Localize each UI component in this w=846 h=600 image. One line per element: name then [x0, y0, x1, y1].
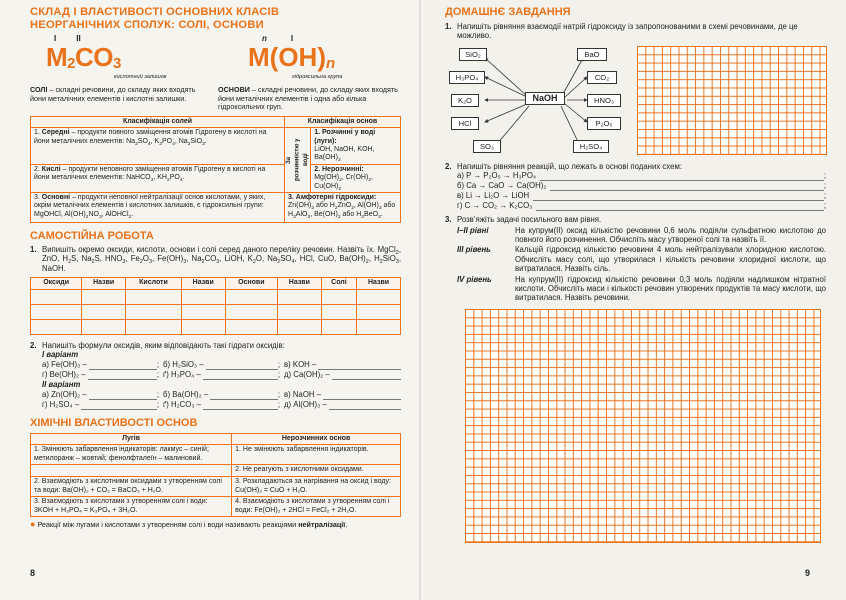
- base-row-2: 2. Нерозчинні: $Mg(OH)_2$, $Cr(OH)_2$, $Cu(OH)_2$: [311, 164, 401, 192]
- v2-item: [284, 400, 401, 410]
- task-1: 1. Випишіть окремо оксиди, кислоти, основи і солі серед даного переліку речовин. Назвіть їх. MgCl$_2$, ZnO, $H_2S$, $Na_2S$, $HNO_3$, $Fe_2O_3$, $Fe(OH)_3$, $Na_2CO_3$, LiOH, $K_2O$, $Na_2SO_4$, HCl, CuO, $Ba(OH)_2$, $H_2SiO_3$, NaOH.: [30, 245, 401, 273]
- alkali-cell: 1. Змінюють забарвлення індикаторів: лакмус – синій; метилоранж – жовтий; фенолфталеїн – малиновий.: [31, 445, 232, 465]
- scheme-line: б) Ca → CaO → Ca(OH)₂ ;: [457, 181, 826, 191]
- base-row-3: 3. Амфотерні гідроксиди: $Zn(OH)_2$ або $H_2ZnO_2$, $Al(OH)_3$ або $H_3AlO_3$, $Be(OH)_2$ або $H_2BeO_2$.: [285, 193, 401, 223]
- salt-row-3: 3. Основні – продукти неповної нейтралізації основ кислотами, у яких, окрім металічних елементів і кислотних залишків, є гідроксильні групи: MgOHCl, $Al(OH)_2NO_3$, AlOHCl$_2$.: [31, 193, 285, 223]
- task-1-text: Випишіть окремо оксиди, кислоти, основи і солі серед даного переліку речовин. Назвіть їх. MgCl$_2$, ZnO, $H_2S$, $Na_2S$, $HNO_3$, $Fe_2O_3$, $Fe(OH)_3$, $Na_2CO_3$, LiOH, $K_2O$, $Na_2SO_4$, HCl, CuO, $Ba(OH)_2$, $H_2SiO_3$, NaOH.: [42, 245, 401, 273]
- level-label: IV рівень: [457, 274, 492, 284]
- v2-answer-line: [81, 402, 157, 410]
- v1-answer-line: [203, 372, 278, 380]
- page-title-line1: СКЛАД І ВЛАСТИВОСТІ ОСНОВНИХ КЛАСІВ: [30, 6, 280, 18]
- v2-answer-line: [329, 402, 401, 410]
- scheme-area: [445, 44, 826, 156]
- valence-2: n I: [262, 34, 294, 43]
- insoluble-cell: 4. Взаємодіють з кислотами з утворенням солі і води: Fe(OH)₂ + 2HCl = FeCl₂ + 2H₂O.: [232, 497, 401, 517]
- scheme-h2so4: H₂SO₄: [573, 140, 609, 153]
- level-label: III рівень: [457, 245, 491, 255]
- v1-answer-line: [318, 362, 401, 370]
- v2-label: б) Ba(OH)₂ –: [163, 390, 209, 400]
- formula-caption-2: гідроксильна група: [292, 74, 343, 80]
- scheme-line: а) P → P₂O₅ → H₃PO₄ ;: [457, 171, 826, 181]
- v2-label: д) Al(OH)₃ –: [284, 400, 327, 410]
- alkali-cell: 3. Взаємодіють з кислотами з утворенням солі і води: 3KOH + H₃PO₄ = K₃PO₄ + 3H₂O.: [31, 497, 232, 517]
- v2-item: [284, 390, 401, 400]
- v2-row: [42, 390, 401, 400]
- base-row-1: 1. Розчинні у воді (луги): LiOH, NaOH, KOH, $Ba(OH)_2$: [311, 128, 401, 165]
- scheme-answer-line: [536, 203, 824, 211]
- table-header-3: Назви: [181, 278, 225, 289]
- v1-label: д) Ca(OH)₂ –: [284, 370, 330, 380]
- v1-label: б) H₂SiO₃ –: [163, 360, 204, 370]
- task-2-answers: I варіант а) Fe(OH)₃ – ; б) H₂SiO₃ – ; в) KOH – г) Be(OH)₂ – ; ґ) H₃PO₄ – ; д) Ca(OH)₂ – II варіант а) Zn(OH)₂ – ; б) Ba(OH)₂ – ; в) NaOH – г) H₂SO₄ – ; ґ) H₂CO₃ – ; д) Al(OH)₃ –: [30, 350, 401, 410]
- scheme-hno3: HNO₃: [587, 94, 621, 107]
- hw-task-2: 2. Напишіть рівняння реакцій, що лежать в основі поданих схем:: [445, 161, 682, 171]
- hw-task-1: 1. Напишіть рівняння взаємодії натрій гідроксиду із запропонованими в схемі речовинами, де це можливо.: [445, 22, 798, 41]
- formula-caption-1: кислотний залишок: [114, 74, 167, 80]
- v1-answer-line: [89, 362, 157, 370]
- insoluble-cell: 2. Не реагують з кислотними оксидами.: [232, 465, 401, 477]
- insoluble-cell: 1. Не змінюють забарвлення індикаторів.: [232, 445, 401, 465]
- scheme-answer-line: [540, 173, 824, 181]
- v1-row: [42, 360, 401, 370]
- col-alkalis: Лугів: [31, 434, 232, 445]
- table-header-6: Солі: [321, 278, 356, 289]
- v1-item: ґ) H₃PO₄ – ;: [163, 370, 280, 380]
- v1-label: а) Fe(OH)₃ –: [42, 360, 87, 370]
- hw-task-3: 3. Розв’яжіть задачі посильного вам рівня.: [445, 215, 602, 225]
- chem-properties-table: [30, 433, 401, 517]
- v1-answer-line: [206, 362, 278, 370]
- chem-properties-title: ХІМІЧНІ ВЛАСТИВОСТІ ОСНОВ: [30, 417, 198, 430]
- chem-row: [31, 465, 401, 477]
- table-header-7: Назви: [357, 278, 401, 289]
- neutralization-note: ● Реакції між лугами і кислотами з утворенням солі і води називають реакціями нейтралізації.: [30, 519, 348, 530]
- valence-1: I II: [54, 34, 81, 43]
- formula-moh-n: $M(OH)_n$: [248, 42, 336, 72]
- v2-label: г) H₂SO₄ –: [42, 400, 80, 410]
- v2-answer-line: [203, 402, 278, 410]
- table-header-5: Назви: [277, 278, 321, 289]
- col-insoluble: Нерозчинних основ: [232, 434, 401, 445]
- v1-answer-line: [332, 372, 401, 380]
- alkali-cell: [31, 465, 232, 477]
- scheme-k2o: K₂O: [451, 94, 479, 107]
- task-2: 2. Напишіть формули оксидів, яким відповідають такі гідрати оксидів:: [30, 340, 285, 350]
- v1-item: [284, 370, 401, 380]
- v2-label: ґ) H₂CO₃ –: [163, 400, 201, 410]
- right-page: [423, 0, 846, 600]
- v1-label: ґ) H₃PO₄ –: [163, 370, 201, 380]
- v2-row: [42, 400, 401, 410]
- scheme-bao: BaO: [577, 48, 607, 61]
- chem-row: [31, 477, 401, 497]
- scheme-sio2: SiO₂: [459, 48, 487, 61]
- v2-answer-line: [89, 392, 157, 400]
- scheme-so3: SO₃: [473, 140, 501, 153]
- v2-item: б) Ba(OH)₂ – ;: [163, 390, 280, 400]
- v1-row: [42, 370, 401, 380]
- independent-work-title: САМОСТІЙНА РОБОТА: [30, 230, 154, 243]
- page-title-line2: НЕОРГАНІЧНИХ СПОЛУК: СОЛІ, ОСНОВИ: [30, 19, 264, 31]
- scheme-p2o5: P₂O₅: [587, 117, 621, 130]
- base-class-header: Класифікація основ: [285, 116, 401, 127]
- v1-answer-line: [88, 372, 157, 380]
- chem-row: [31, 497, 401, 517]
- insoluble-cell: 3. Розкладаються за нагрівання на оксид і воду: Cu(OH)₂ = CuO + H₂O.: [232, 477, 401, 497]
- v1-item: б) H₂SiO₃ – ;: [163, 360, 280, 370]
- level-text: На купрум(II) оксид кількістю речовини 0,6 моль подіяли сульфатною кислотою до повного його розчинення. Обчисліть масу утвореної солі та назвіть її.: [515, 225, 826, 245]
- page-number-left: 8: [30, 568, 36, 578]
- v2-label: а) Zn(OH)₂ –: [42, 390, 87, 400]
- classification-table: [30, 116, 401, 223]
- base-side-label: За розчинністю у воді: [285, 128, 311, 193]
- v2-item: ґ) H₂CO₃ – ;: [163, 400, 280, 410]
- level-text: На купрум(II) гідроксид кількістю речовини 0,3 моль подіяли надлишком нітратної кислоти. Обчисліть маси і кількості речовин утворених продуктів та масу кислоти, що витратилася. Назвіть речовини.: [515, 274, 826, 303]
- v2-answer-line: [323, 392, 401, 400]
- scheme-hcl: HCl: [451, 117, 479, 130]
- level-text: Кальцій гідроксид кількістю речовини 4 моль нейтралізували хлоридною кислотою. Обчисліть масу солі, що утворилася і кількість речовини хлоридної кислоти, що витратилася. Назвіть сіль.: [515, 245, 826, 274]
- v1-label: г) Be(OH)₂ –: [42, 370, 86, 380]
- v1-item: г) Be(OH)₂ – ;: [42, 370, 159, 380]
- formula-m2co3: $M_2CO_3$: [46, 42, 121, 72]
- scheme-text: а) P → P₂O₅ → H₃PO₄: [457, 171, 537, 181]
- level-item: [457, 275, 826, 303]
- v1-item: [284, 360, 401, 370]
- table-header-4: Основи: [225, 278, 277, 289]
- salts-definition: СОЛІ – складні речовини, до складу яких входять йони металічних елементів і кислотні залишки.: [30, 85, 196, 103]
- page-number-right: 9: [804, 568, 810, 578]
- alkali-cell: 2. Взаємодіють з кислотними оксидами з утворенням солі та води: Ba(OH)₂ + CO₂ = BaCO₃ + H₂O.: [31, 477, 232, 497]
- substances-table: [30, 277, 401, 334]
- table-header-0: Оксиди: [31, 278, 82, 289]
- scheme-line: в) Li → Li₂O → LiOH ;: [457, 191, 826, 201]
- definitions: [30, 86, 401, 112]
- scheme-naoh: NaOH: [525, 92, 565, 105]
- table-header-2: Кислоти: [126, 278, 182, 289]
- salt-class-header: Класифікація солей: [31, 116, 285, 127]
- scheme-h3po4: H₃PO₄: [449, 71, 485, 84]
- scheme-text: г) C → CO₂ → K₂CO₃: [457, 201, 533, 211]
- v2-answer-line: [210, 392, 278, 400]
- salt-row-2: 2. Кислі – продукти неповного заміщення атомів Гідрогену в кислоті на йони металічних елементів: NaHCO$_3$, $KH_2PO_4$.: [31, 164, 285, 192]
- scheme-text: в) Li → Li₂O → LiOH: [457, 191, 530, 201]
- reaction-schemes: [445, 171, 826, 211]
- v1-label: в) KOH –: [284, 360, 317, 370]
- scheme-co2: CO₂: [587, 71, 617, 84]
- level-label: I–II рівні: [457, 225, 489, 235]
- answer-grid-2: [465, 309, 821, 543]
- bases-definition: ОСНОВИ – складні речовини, до складу яких входять йони металічних елементів і одна або кілька гідроксильних груп.: [218, 85, 398, 112]
- formula-banner: [30, 34, 401, 84]
- salt-row-1: 1. Середні – продукти повного заміщення атомів Гідрогену в кислоті на йони металічних елементів: $Na_2SO_4$, $K_3PO_4$, $Na_2SiO_3$.: [31, 128, 285, 165]
- scheme-text: б) Ca → CaO → Ca(OH)₂: [457, 181, 547, 191]
- scheme-answer-line: [533, 193, 824, 201]
- table-header-1: Назви: [82, 278, 126, 289]
- answer-grid-1: [637, 46, 827, 155]
- level-item: [457, 245, 826, 273]
- v1-item: а) Fe(OH)₃ – ;: [42, 360, 159, 370]
- task-levels: [445, 226, 826, 303]
- scheme-answer-line: [550, 183, 823, 191]
- v2-item: г) H₂SO₄ – ;: [42, 400, 159, 410]
- level-item: [457, 226, 826, 245]
- v2-item: а) Zn(OH)₂ – ;: [42, 390, 159, 400]
- homework-title: ДОМАШНЄ ЗАВДАННЯ: [445, 6, 571, 18]
- v2-label: в) NaOH –: [284, 390, 322, 400]
- chem-row: [31, 445, 401, 465]
- scheme-line: г) C → CO₂ → K₂CO₃ ;: [457, 201, 826, 211]
